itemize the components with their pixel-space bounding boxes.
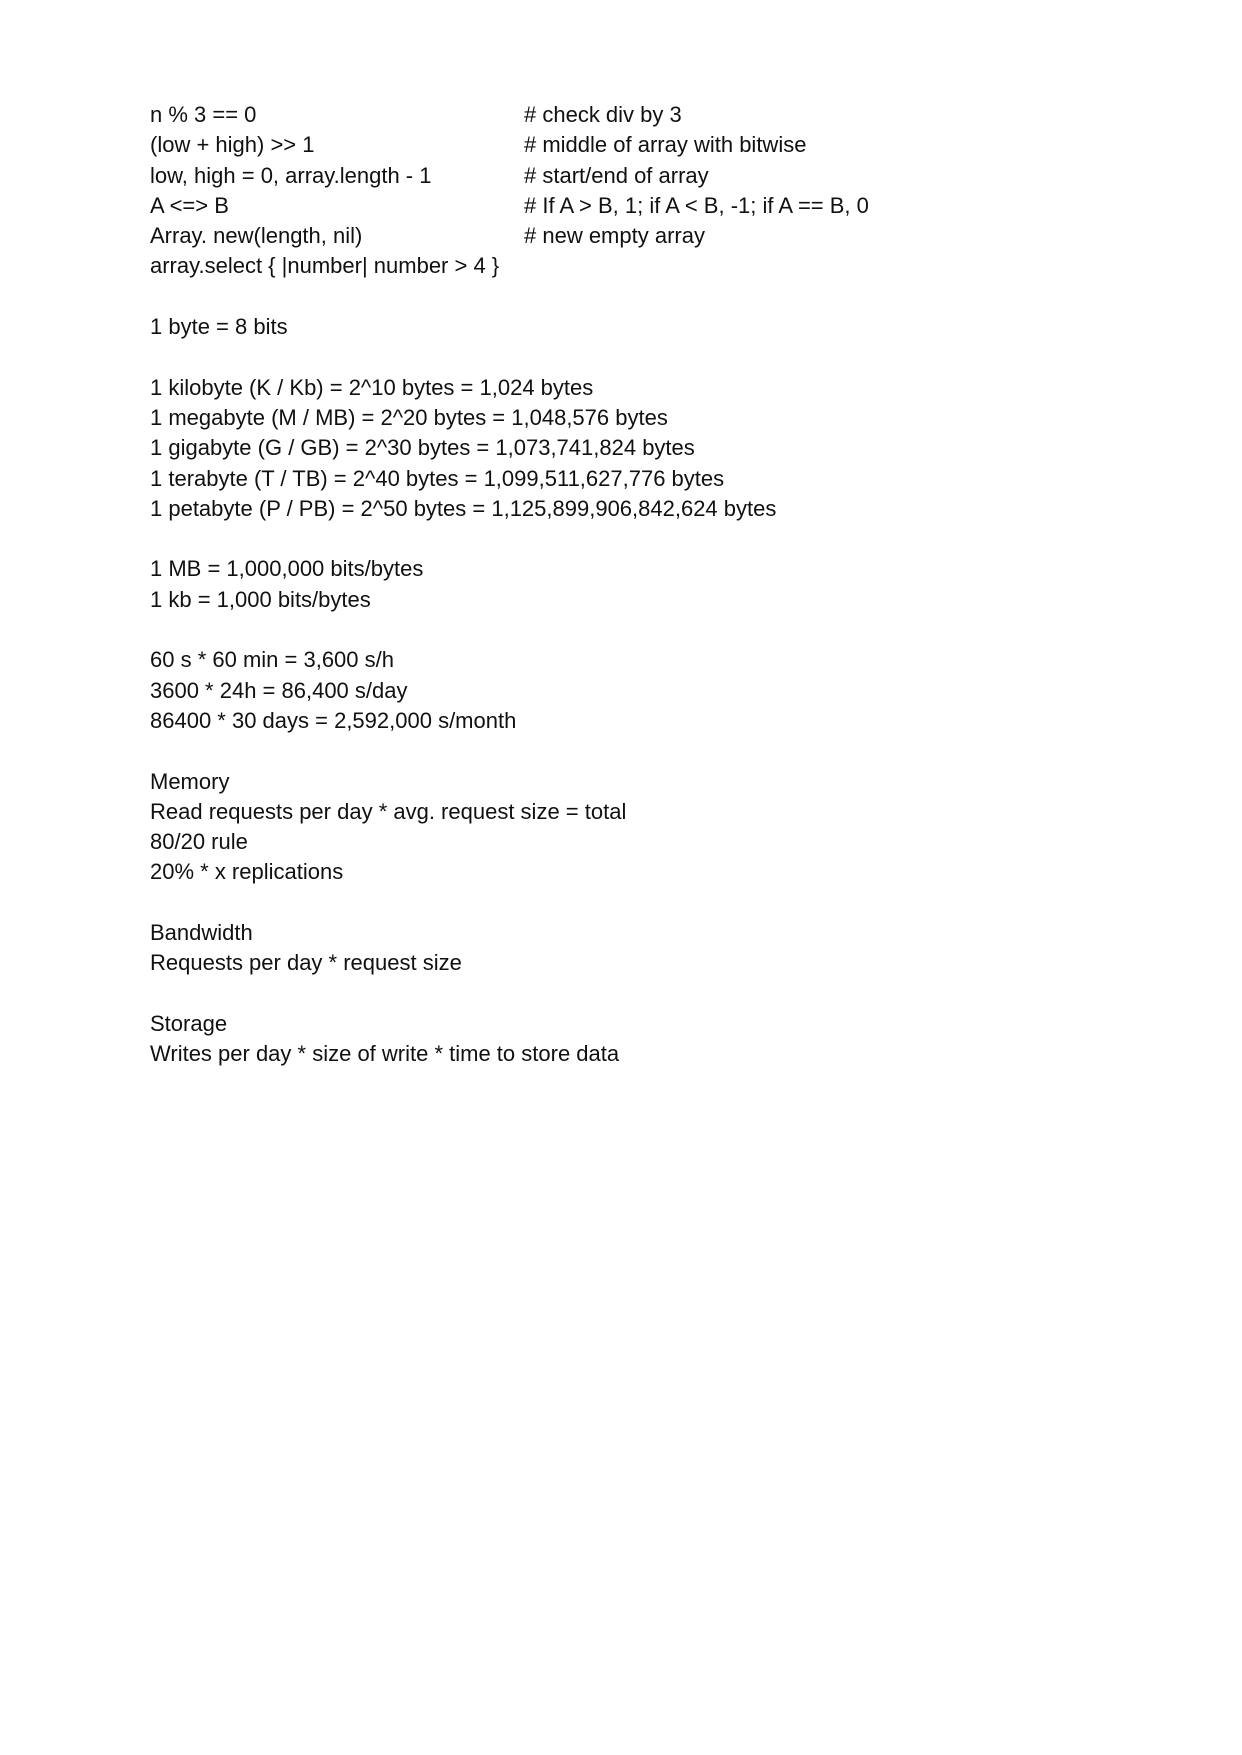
- code-expression: low, high = 0, array.length - 1: [150, 162, 432, 188]
- spacer: [150, 888, 1150, 918]
- section-heading: Bandwidth: [150, 920, 253, 946]
- approx-line: 1 MB = 1,000,000 bits/bytes: [150, 556, 424, 582]
- code-comment: # check div by 3: [524, 102, 682, 127]
- memory-line: 80/20 rule: [150, 829, 248, 855]
- unit-conversions: [150, 373, 1150, 524]
- code-expression: A <=> B: [150, 192, 229, 218]
- code-comment: # start/end of array: [524, 162, 709, 188]
- memory-section: [150, 767, 1150, 888]
- time-line: 3600 * 24h = 86,400 s/day: [150, 677, 408, 703]
- code-row: [150, 130, 1150, 160]
- byte-definition: 1 byte = 8 bits: [150, 314, 288, 340]
- storage-line: Writes per day * size of write * time to store data: [150, 1041, 620, 1067]
- time-conversions: [150, 645, 1150, 736]
- code-row: [150, 221, 1150, 251]
- time-line: 60 s * 60 min = 3,600 s/h: [150, 647, 394, 673]
- spacer: [150, 524, 1150, 554]
- code-expression: (low + high) >> 1: [150, 132, 315, 158]
- time-line: 86400 * 30 days = 2,592,000 s/month: [150, 707, 517, 733]
- code-row: [150, 161, 1150, 191]
- code-comment: # middle of array with bitwise: [524, 132, 807, 158]
- unit-line: 1 terabyte (T / TB) = 2^40 bytes = 1,099,511,627,776 bytes: [150, 465, 725, 491]
- document-page: [150, 100, 1150, 1070]
- spacer: [150, 282, 1150, 312]
- approx-line: 1 kb = 1,000 bits/bytes: [150, 586, 371, 612]
- spacer: [150, 342, 1150, 372]
- bandwidth-line: Requests per day * request size: [150, 950, 462, 976]
- code-row: [150, 100, 1150, 130]
- memory-line: Read requests per day * avg. request size = total: [150, 798, 627, 824]
- code-comment: # new empty array: [524, 223, 705, 249]
- code-snippets: [150, 100, 1150, 282]
- unit-line: 1 gigabyte (G / GB) = 2^30 bytes = 1,073,741,824 bytes: [150, 435, 695, 461]
- spacer: [150, 615, 1150, 645]
- code-expression: Array. new(length, nil): [150, 223, 363, 249]
- section-heading: Memory: [150, 768, 230, 794]
- spacer: [150, 736, 1150, 766]
- code-expression: n % 3 == 0: [150, 102, 257, 127]
- storage-section: [150, 1009, 1150, 1070]
- code-expression: array.select { |number| number > 4 }: [150, 253, 500, 279]
- unit-line: 1 petabyte (P / PB) = 2^50 bytes = 1,125,899,906,842,624 bytes: [150, 495, 777, 521]
- section-heading: Storage: [150, 1010, 228, 1036]
- code-row: [150, 191, 1150, 221]
- code-comment: # If A > B, 1; if A < B, -1; if A == B, 0: [524, 192, 869, 218]
- unit-line: 1 kilobyte (K / Kb) = 2^10 bytes = 1,024 bytes: [150, 374, 594, 400]
- spacer: [150, 979, 1150, 1009]
- bandwidth-section: [150, 918, 1150, 979]
- unit-line: 1 megabyte (M / MB) = 2^20 bytes = 1,048,576 bytes: [150, 404, 668, 430]
- memory-line: 20% * x replications: [150, 859, 344, 885]
- approximations: [150, 554, 1150, 615]
